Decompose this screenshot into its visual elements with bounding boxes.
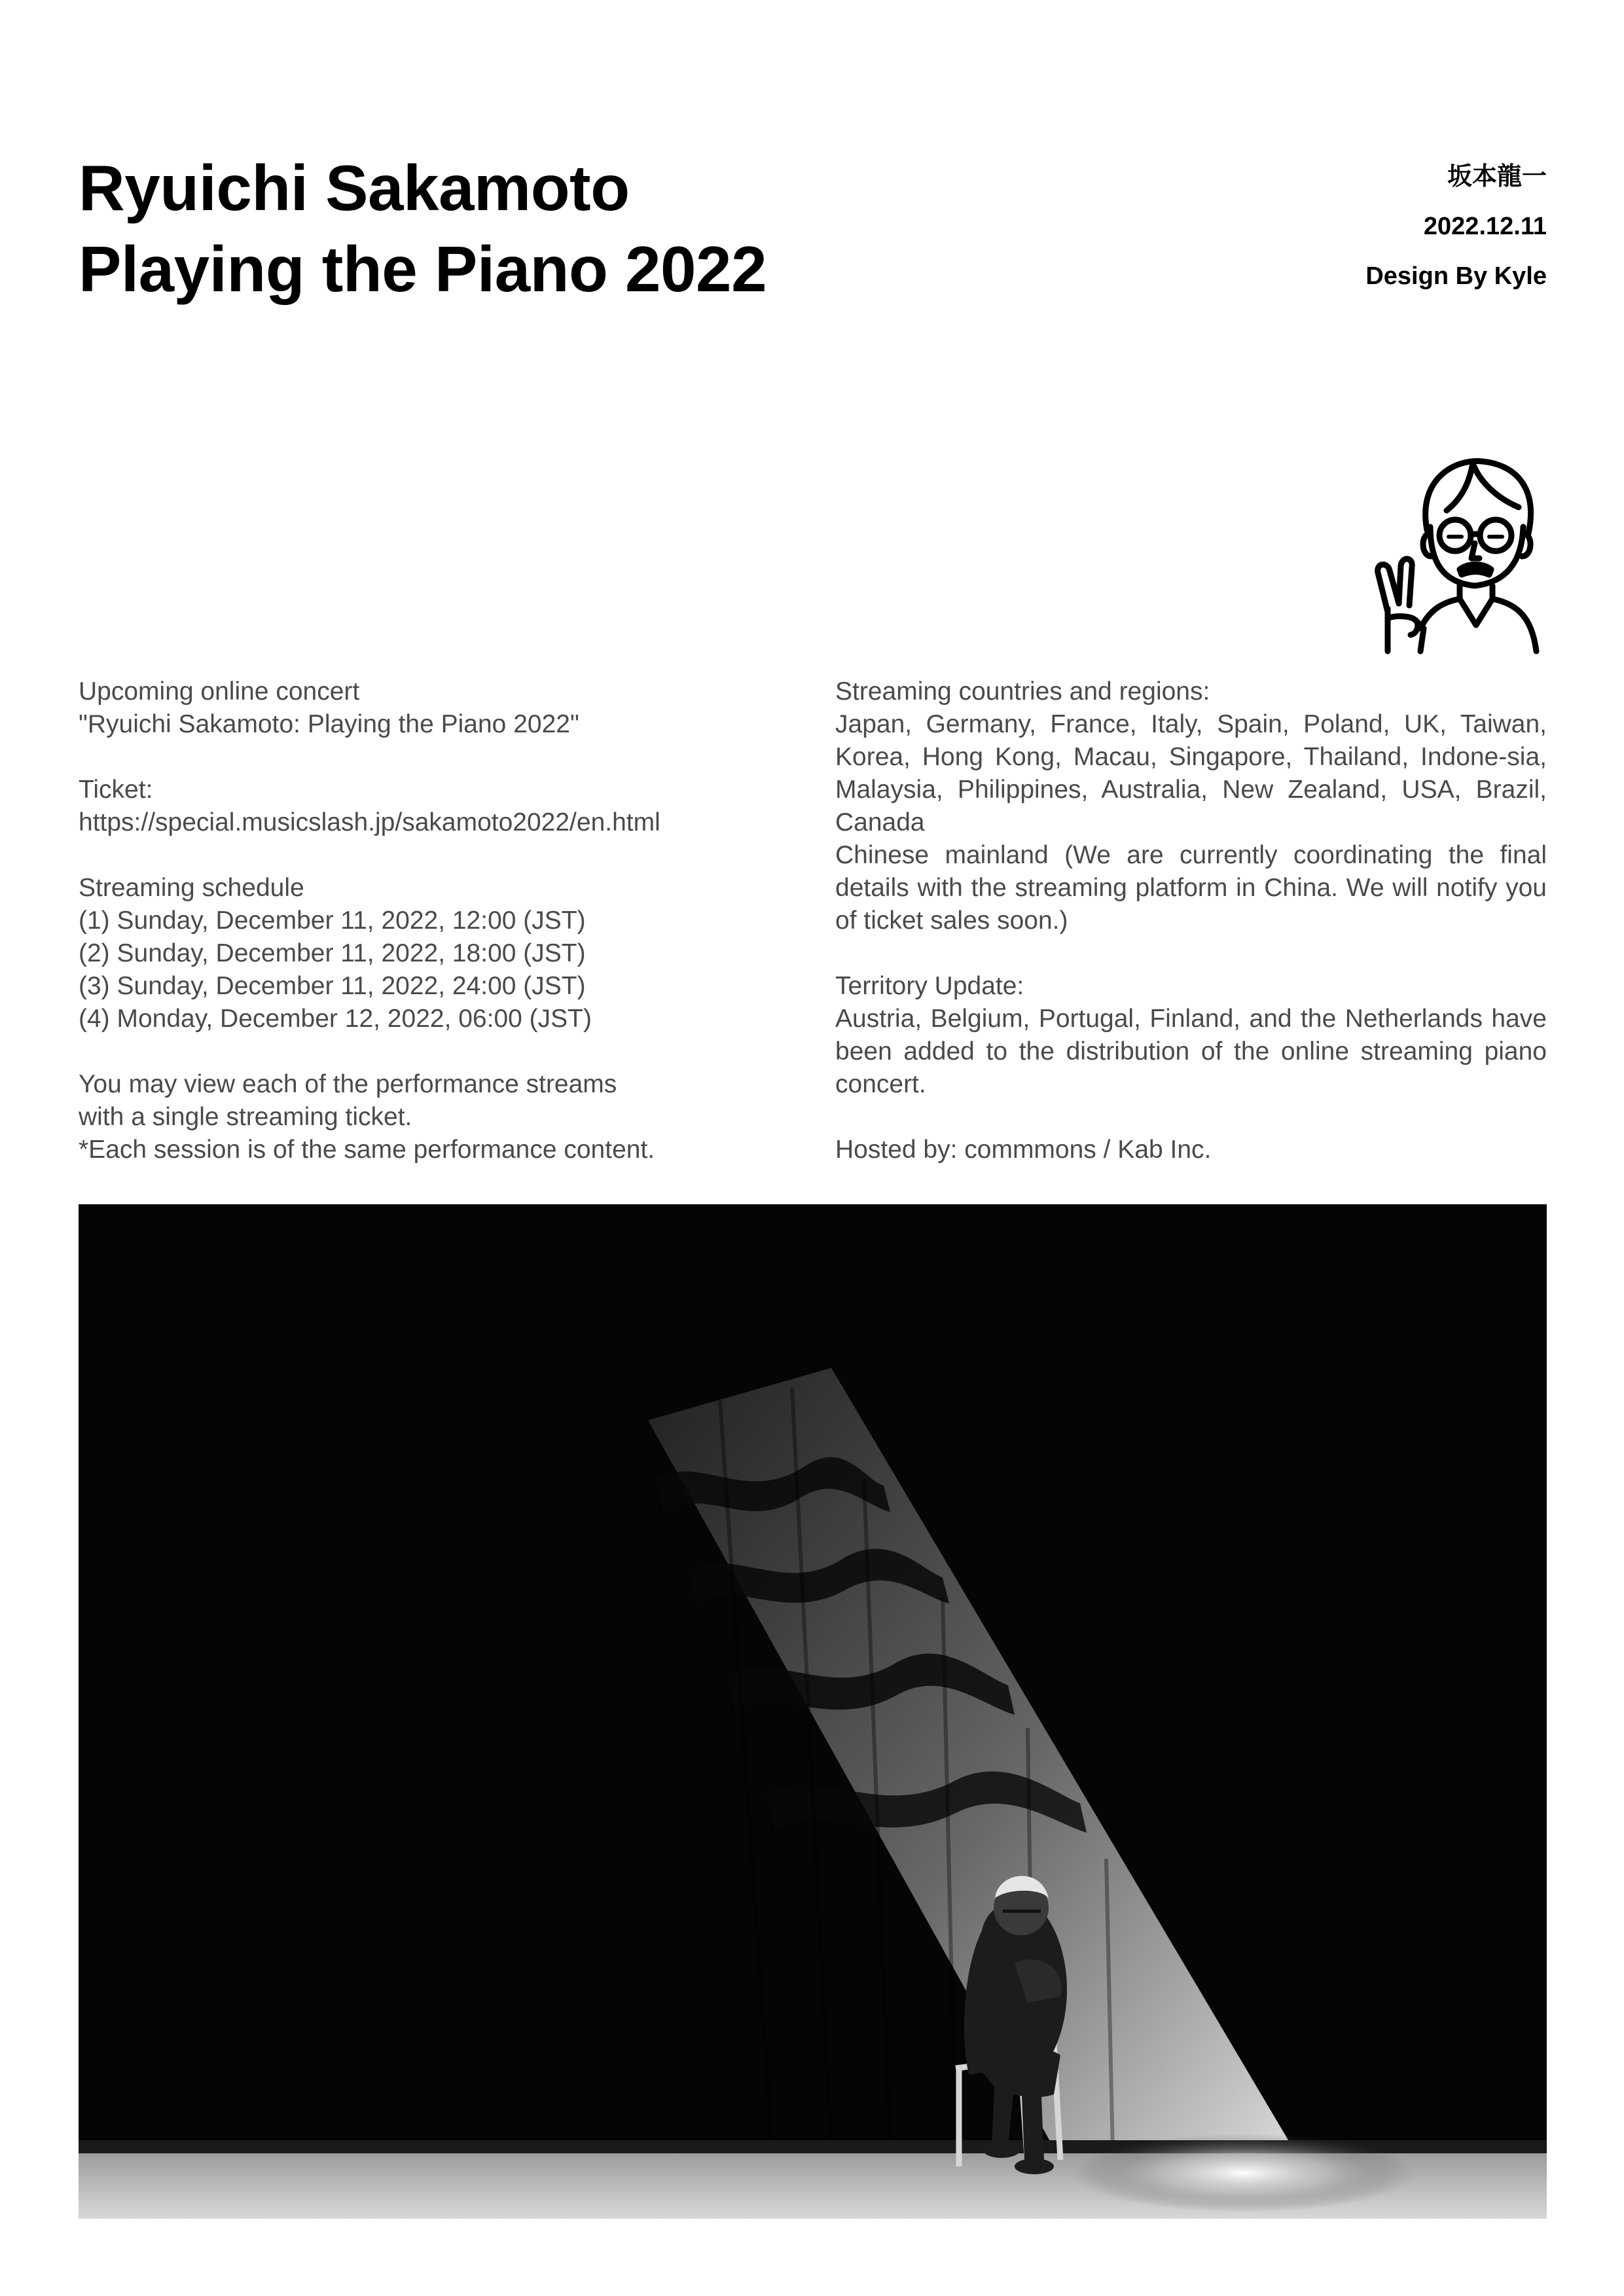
schedule-item: (4) Monday, December 12, 2022, 06:00 (JST) <box>79 1005 592 1033</box>
schedule-item: (2) Sunday, December 11, 2022, 18:00 (JST) <box>79 939 586 967</box>
concert-name: "Ryuichi Sakamoto: Playing the Piano 2022" <box>79 710 579 738</box>
countries-label: Streaming countries and regions: <box>835 677 1210 706</box>
poster-title <box>79 147 767 310</box>
territory-text: Austria, Belgium, Portugal, Finland, and the Netherlands have been added to the distribution of the online streaming piano concert. <box>835 1005 1547 1098</box>
note-line: *Each session is of the same performance content. <box>79 1136 655 1164</box>
title-line-1: Ryuichi Sakamoto <box>79 152 630 224</box>
event-date: 2022.12.11 <box>1423 213 1547 240</box>
peace-sign-portrait-icon <box>1365 452 1555 655</box>
design-credit: Design By Kyle <box>1365 262 1547 290</box>
schedule-block <box>79 872 799 1035</box>
distribution-column <box>835 675 1547 1199</box>
concert-details-column <box>79 675 799 1199</box>
ticket-block <box>79 774 799 839</box>
hosted-by: Hosted by: commmons / Kab Inc. <box>835 1136 1212 1164</box>
china-note: Chinese mainland (We are currently coordinating the final details with the streaming platform in China. We will notify you of ticket sales soon.) <box>835 841 1547 935</box>
countries-list: Japan, Germany, France, Italy, Spain, Poland, UK, Taiwan, Korea, Hong Kong, Macau, Singapore, Thailand, Indone-sia, Malaysia, Philippines, Australia, New Zealand, USA, Brazil, Canada <box>835 710 1547 836</box>
ticket-url: https://special.musicslash.jp/sakamoto2022/en.html <box>79 808 660 836</box>
territory-label: Territory Update: <box>835 972 1024 1000</box>
hosted-block <box>835 1134 1547 1166</box>
japanese-name: 坂本龍一 <box>1447 163 1547 190</box>
intro-text: Upcoming online concert <box>79 677 360 706</box>
schedule-item: (1) Sunday, December 11, 2022, 12:00 (JST) <box>79 906 586 935</box>
countries-block <box>835 675 1547 937</box>
intro-block <box>79 675 799 741</box>
stage-photo <box>79 1204 1547 2219</box>
title-line-2: Playing the Piano 2022 <box>79 233 767 305</box>
schedule-item: (3) Sunday, December 11, 2022, 24:00 (JST) <box>79 972 586 1000</box>
schedule-label: Streaming schedule <box>79 874 304 902</box>
note-line: You may view each of the performance streams <box>79 1070 617 1098</box>
ticket-label: Ticket: <box>79 776 153 804</box>
header-meta <box>1365 152 1547 301</box>
territory-block <box>835 970 1547 1101</box>
note-line: with a single streaming ticket. <box>79 1103 412 1131</box>
ticket-note-block <box>79 1068 799 1166</box>
